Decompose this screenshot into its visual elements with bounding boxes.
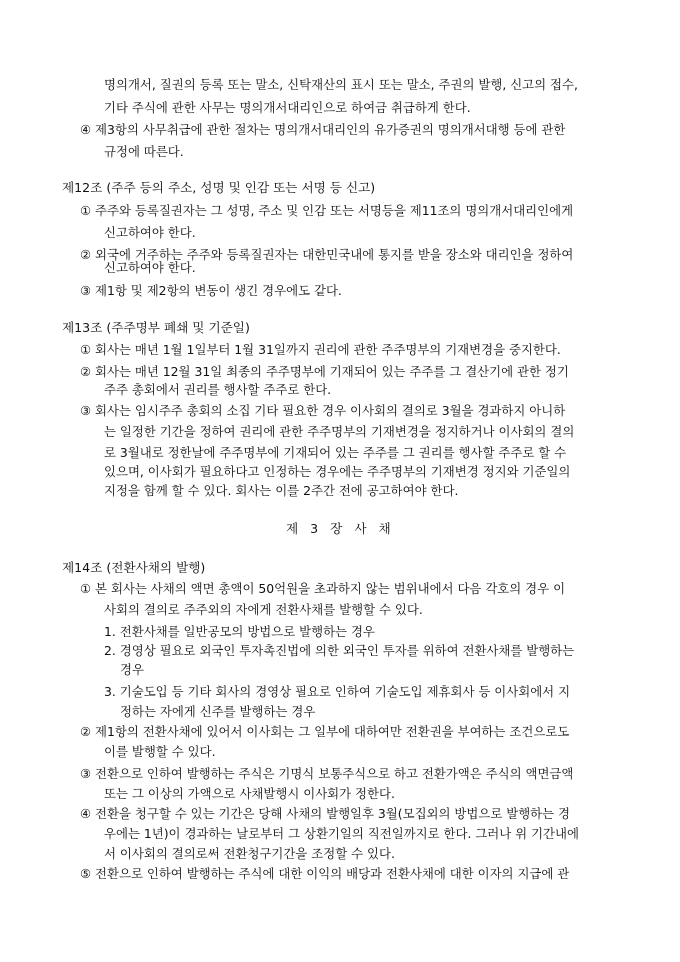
text-line: 이를 발행할 수 있다.	[104, 744, 216, 759]
text-line: 신고하여야 한다.	[104, 260, 196, 275]
article-heading: 제13조 (주주명부 폐쇄 및 기준일)	[62, 320, 250, 335]
text-line: 경우	[120, 662, 144, 677]
list-item: 3. 기술도입 등 기타 회사의 경영상 필요로 인하여 기술도입 제휴회사 등 이사회에서 지	[104, 684, 571, 699]
text-line: 있으며, 이사회가 필요하다고 인정하는 경우에는 주주명부의 기재변경 정지와 기준일의	[104, 464, 571, 479]
text-line: 사회의 결의로 주주외의 자에게 전환사채를 발행할 수 있다.	[104, 602, 423, 617]
text-line: ③ 회사는 임시주주 총회의 소집 기타 필요한 경우 이사회의 결의로 3월을 경과하지 아니하	[80, 403, 566, 418]
text-line: 신고하여야 한다.	[104, 225, 196, 240]
text-line: 또는 그 이상의 가액으로 사채발행시 이사회가 정한다.	[104, 786, 395, 801]
list-item: 1. 전환사채를 일반공모의 방법으로 발행하는 경우	[104, 624, 375, 639]
text-line: 로 3월내로 정한날에 주주명부에 기재되어 있는 주주를 그 권리를 행사할 주주로 할 수	[104, 445, 567, 460]
text-line: ⑤ 전환으로 인하여 발행하는 주식에 대한 이익의 배당과 전환사채에 대한 이자의 지급에 관	[80, 866, 570, 881]
text-line: ② 외국에 거주하는 주주와 등록질권자는 대한민국내에 통지를 받을 장소와 대리인을 정하여	[80, 247, 574, 262]
text-line: ④ 전환을 청구할 수 있는 기간은 당해 사채의 발행일후 3월(모집외의 방법으로 발행하는 경	[80, 806, 571, 821]
text-line: 명의개서, 질권의 등록 또는 말소, 신탁재산의 표시 또는 말소, 주권의 발행, 신고의 접수,	[104, 77, 578, 92]
text-line: ① 회사는 매년 1월 1일부터 1월 31일까지 권리에 관한 주주명부의 기재변경을 중지한다.	[80, 342, 561, 357]
text-line: ① 주주와 등록질권자는 그 성명, 주소 및 인감 또는 서명등을 제11조의 명의개서대리인에게	[80, 203, 574, 218]
text-line: 규정에 따른다.	[104, 144, 184, 159]
text-line: 주주 총회에서 권리를 행사할 주주로 한다.	[104, 382, 332, 397]
text-line: ① 본 회사는 사채의 액면 총액이 50억원을 초과하지 않는 범위내에서 다음 각호의 경우 이	[80, 581, 566, 596]
list-item: 2. 경영상 필요로 외국인 투자촉진법에 의한 외국인 투자를 위하여 전환사채를 발행하는	[104, 643, 575, 658]
text-line: ③ 전환으로 인하여 발행하는 주식은 기명식 보통주식으로 하고 전환가액은 주식의 액면금액	[80, 766, 574, 781]
text-line: 서 이사회의 결의로써 전환청구기간을 조정할 수 있다.	[104, 846, 395, 861]
chapter-heading: 제 3 장 사 채	[286, 521, 392, 536]
text-line: 정하는 자에게 신주를 발행하는 경우	[120, 704, 316, 719]
text-line: ② 회사는 매년 12월 31일 최종의 주주명부에 기재되어 있는 주주를 그 결산기에 관한 정기	[80, 364, 569, 379]
article-heading: 제12조 (주주 등의 주소, 성명 및 인감 또는 서명 등 신고)	[62, 180, 376, 195]
text-line: 는 일정한 기간을 정하여 권리에 관한 주주명부의 기재변경을 정지하거나 이사회의 결의	[104, 424, 575, 439]
text-line: ③ 제1항 및 제2항의 변동이 생긴 경우에도 같다.	[80, 283, 342, 298]
article-heading: 제14조 (전환사채의 발행)	[62, 560, 206, 575]
text-line: ② 제1항의 전환사채에 있어서 이사회는 그 일부에 대하여만 전환권을 부여하는 조건으로도	[80, 724, 570, 739]
text-line: 기타 주식에 관한 사무는 명의개서대리인으로 하여금 취급하게 한다.	[104, 100, 471, 115]
text-line: ④ 제3항의 사무취급에 관한 절차는 명의개서대리인의 유가증권의 명의개서대행 등에 관한	[80, 122, 566, 137]
text-line: 우에는 1년)이 경과하는 날로부터 그 상환기일의 직전일까지로 한다. 그러나 위 기간내에	[104, 826, 579, 841]
text-line: 지정을 함께 할 수 있다. 회사는 이를 2주간 전에 공고하여야 한다.	[104, 483, 459, 498]
